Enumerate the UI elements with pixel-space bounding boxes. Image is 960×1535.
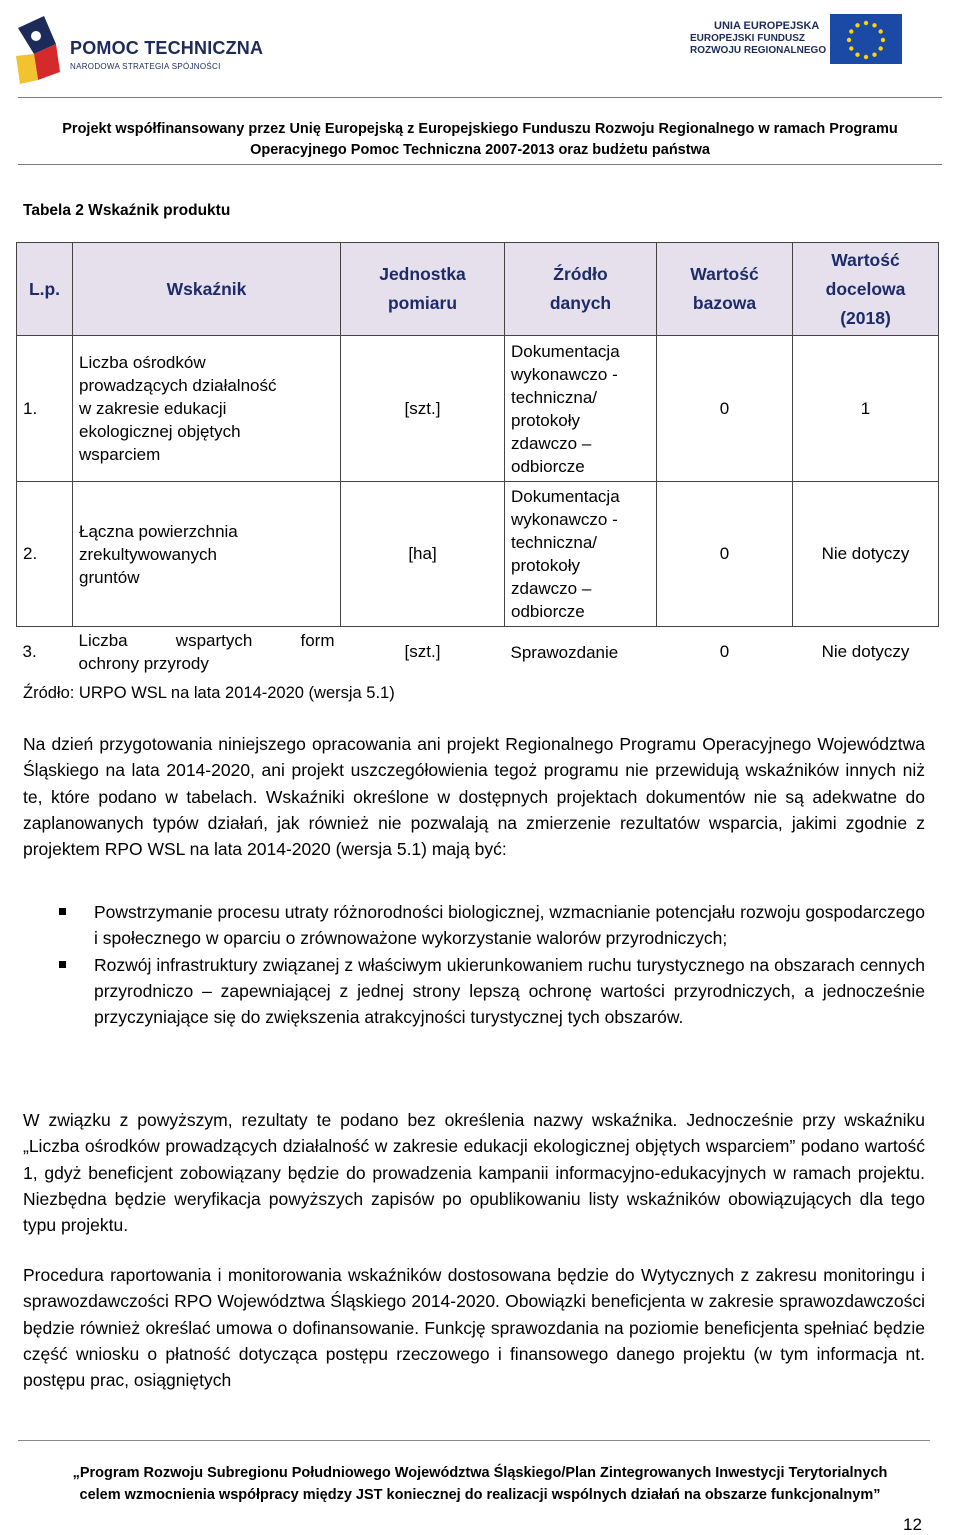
page-number: 12 xyxy=(903,1515,922,1534)
list-item: Powstrzymanie procesu utraty różnorodności biologicznej, wzmacnianie potencjału rozwoju gospodarczego i społecznego w oparciu o zrównoważone wykorzystanie walorów przyrodniczych; xyxy=(23,899,925,952)
row-target-value: 1 xyxy=(793,336,939,482)
row-indicator: Łączna powierzchnia zrekultywowanych gruntów xyxy=(73,482,341,627)
header-divider-top xyxy=(18,97,942,98)
bullet-square-icon xyxy=(59,961,66,968)
bullet-list xyxy=(23,899,925,1030)
row-source: Dokumentacja wykonawczo - techniczna/ protokoły zdawczo – odbiorcze xyxy=(505,336,657,482)
table-row xyxy=(17,336,939,482)
eu-flag-icon xyxy=(830,14,902,64)
row-source: Dokumentacja wykonawczo - techniczna/ protokoły zdawczo – odbiorcze xyxy=(505,482,657,627)
paragraph-results: W związku z powyższym, rezultaty te podano bez określenia nazwy wskaźnika. Jednocześnie przy wskaźniku „Liczba ośrodków prowadzących działalność w zakresie edukacji ekologicznej objętych wsparciem” podano wartość 1, gdyż beneficjent zobowiązany będzie do prowadzenia kampanii informacyjno-edukacyjnych w ramach projektu. Niezbędna będzie weryfikacja powyższych zapisów po opublikowaniu listy wskaźników obowiązujących dla tego typu projektu. xyxy=(23,1110,925,1236)
bullet-square-icon xyxy=(59,908,66,915)
row-number: 2. xyxy=(17,482,73,627)
header-lp: L.p. xyxy=(17,243,73,336)
row-source: Sprawozdanie xyxy=(510,642,619,662)
header-target-line3: (2018) xyxy=(840,307,891,328)
header-indicator: Wskaźnik xyxy=(73,243,341,336)
cofinancing-line2: Operacyjnego Pomoc Techniczna 2007-2013 oraz budżetu państwa xyxy=(250,142,710,158)
indicator-table xyxy=(16,242,939,677)
header-unit-line1: Jednostka xyxy=(379,264,466,284)
list-item: Rozwój infrastruktury związanej z właściwym ukierunkowaniem ruchu turystycznego na obszarach cennych przyrodniczo – zapewniającej z jednej strony lepszą ochronę wartości przyrodniczych, a jednocześnie przyczyniające się do zwiększenia atrakcyjności turystycznej tych obszarów. xyxy=(23,952,925,1031)
cofinancing-line1: Projekt współfinansowany przez Unię Europejską z Europejskiego Funduszu Rozwoju Regionalnego w ramach Programu xyxy=(62,121,898,137)
table-row xyxy=(17,482,939,627)
row-indicator: Liczba wspartych form ochrony przyrody xyxy=(78,631,335,673)
table-source-note: Źródło: URPO WSL na lata 2014-2020 (wersja 5.1) xyxy=(23,684,395,702)
header-base-line1: Wartość xyxy=(690,264,759,284)
row-unit: [szt.] xyxy=(404,642,441,661)
header-base-line2: bazowa xyxy=(692,293,757,313)
header-target-line2: docelowa xyxy=(825,278,906,299)
header-divider-bottom xyxy=(18,164,942,165)
paragraph-procedure: Procedura raportowania i monitorowania wskaźników dostosowana będzie do Wytycznych z zakresu monitoringu i sprawozdawczości RPO Województwa Śląskiego 2014-2020. Obowiązki beneficjenta w zakresie sprawozdawczości będzie również określać umowa o dofinansowanie. Funkcję sprawozdania na poziomie beneficjenta spełniać będzie część wniosku o płatność dotycząca postępu rzeczowego i finansowego danego projektu (w tym informacja nt. postępu prac, osiągniętych xyxy=(23,1265,925,1391)
row-number: 1. xyxy=(17,336,73,482)
header-target-value xyxy=(793,243,939,336)
row-unit: [szt.] xyxy=(341,336,505,482)
row-target-value: Nie dotyczy xyxy=(821,642,910,661)
row-base-value: 0 xyxy=(657,482,793,627)
row-base-value: 0 xyxy=(657,336,793,482)
footer-line2: celem wzmocnienia współpracy między JST koniecznej do realizacji wspólnych działań na obszarze funkcjonalnym” xyxy=(79,1487,881,1503)
header-source xyxy=(505,243,657,336)
header-unit xyxy=(341,243,505,336)
logo-subtitle-text: NARODOWA STRATEGIA SPÓJNOŚCI xyxy=(70,62,221,71)
footer-divider xyxy=(18,1440,930,1441)
header-source-line2: danych xyxy=(549,293,612,313)
table-header-row xyxy=(17,243,939,336)
paragraph-intro: Na dzień przygotowania niniejszego opracowania ani projekt Regionalnego Programu Operacyjnego Województwa Śląskiego na lata 2014-2020, ani projekt uszczegółowienia tegoż programu nie przewidują wskaźników innych niż te, które podano w tabelach. Wskaźniki określone w dostępnych projektach dokumentów nie są adekwatne do zaplanowanych typów działań, jak również nie pozwalają na zmierzenie rezultatów wsparcia, jakimi zgodnie z projektem RPO WSL na lata 2014-2020 (wersja 5.1) mają być: xyxy=(23,734,925,860)
eu-logo xyxy=(690,14,912,66)
row-unit: [ha] xyxy=(341,482,505,627)
row-indicator: Liczba ośrodków prowadzących działalność w zakresie edukacji ekologicznej objętych wsparciem xyxy=(73,336,341,482)
table-caption: Tabela 2 Wskaźnik produktu xyxy=(23,202,231,219)
cofinancing-header xyxy=(0,119,960,161)
pomoc-techniczna-emblem-icon xyxy=(14,14,68,86)
logo-brand-text: POMOC TECHNICZNA xyxy=(70,38,264,58)
header-unit-line2: pomiaru xyxy=(387,293,458,313)
row-number: 3. xyxy=(22,642,37,661)
eu-logo-line3: ROZWOJU REGIONALNEGO xyxy=(690,45,827,56)
footer-line1: „Program Rozwoju Subregionu Południowego Województwa Śląskiego/Plan Zintegrowanych Inwestycji Terytorialnych xyxy=(72,1465,888,1481)
header-base-value xyxy=(657,243,793,336)
pomoc-techniczna-logo xyxy=(14,14,264,86)
row-target-value: Nie dotyczy xyxy=(793,482,939,627)
header-source-line1: Źródło xyxy=(553,264,608,284)
program-footer xyxy=(0,1462,960,1506)
eu-logo-line2: EUROPEJSKI FUNDUSZ xyxy=(690,33,806,44)
table-row xyxy=(17,627,939,678)
header-target-line1: Wartość xyxy=(831,249,900,270)
row-base-value: 0 xyxy=(719,642,730,661)
eu-logo-line1: UNIA EUROPEJSKA xyxy=(714,20,820,32)
